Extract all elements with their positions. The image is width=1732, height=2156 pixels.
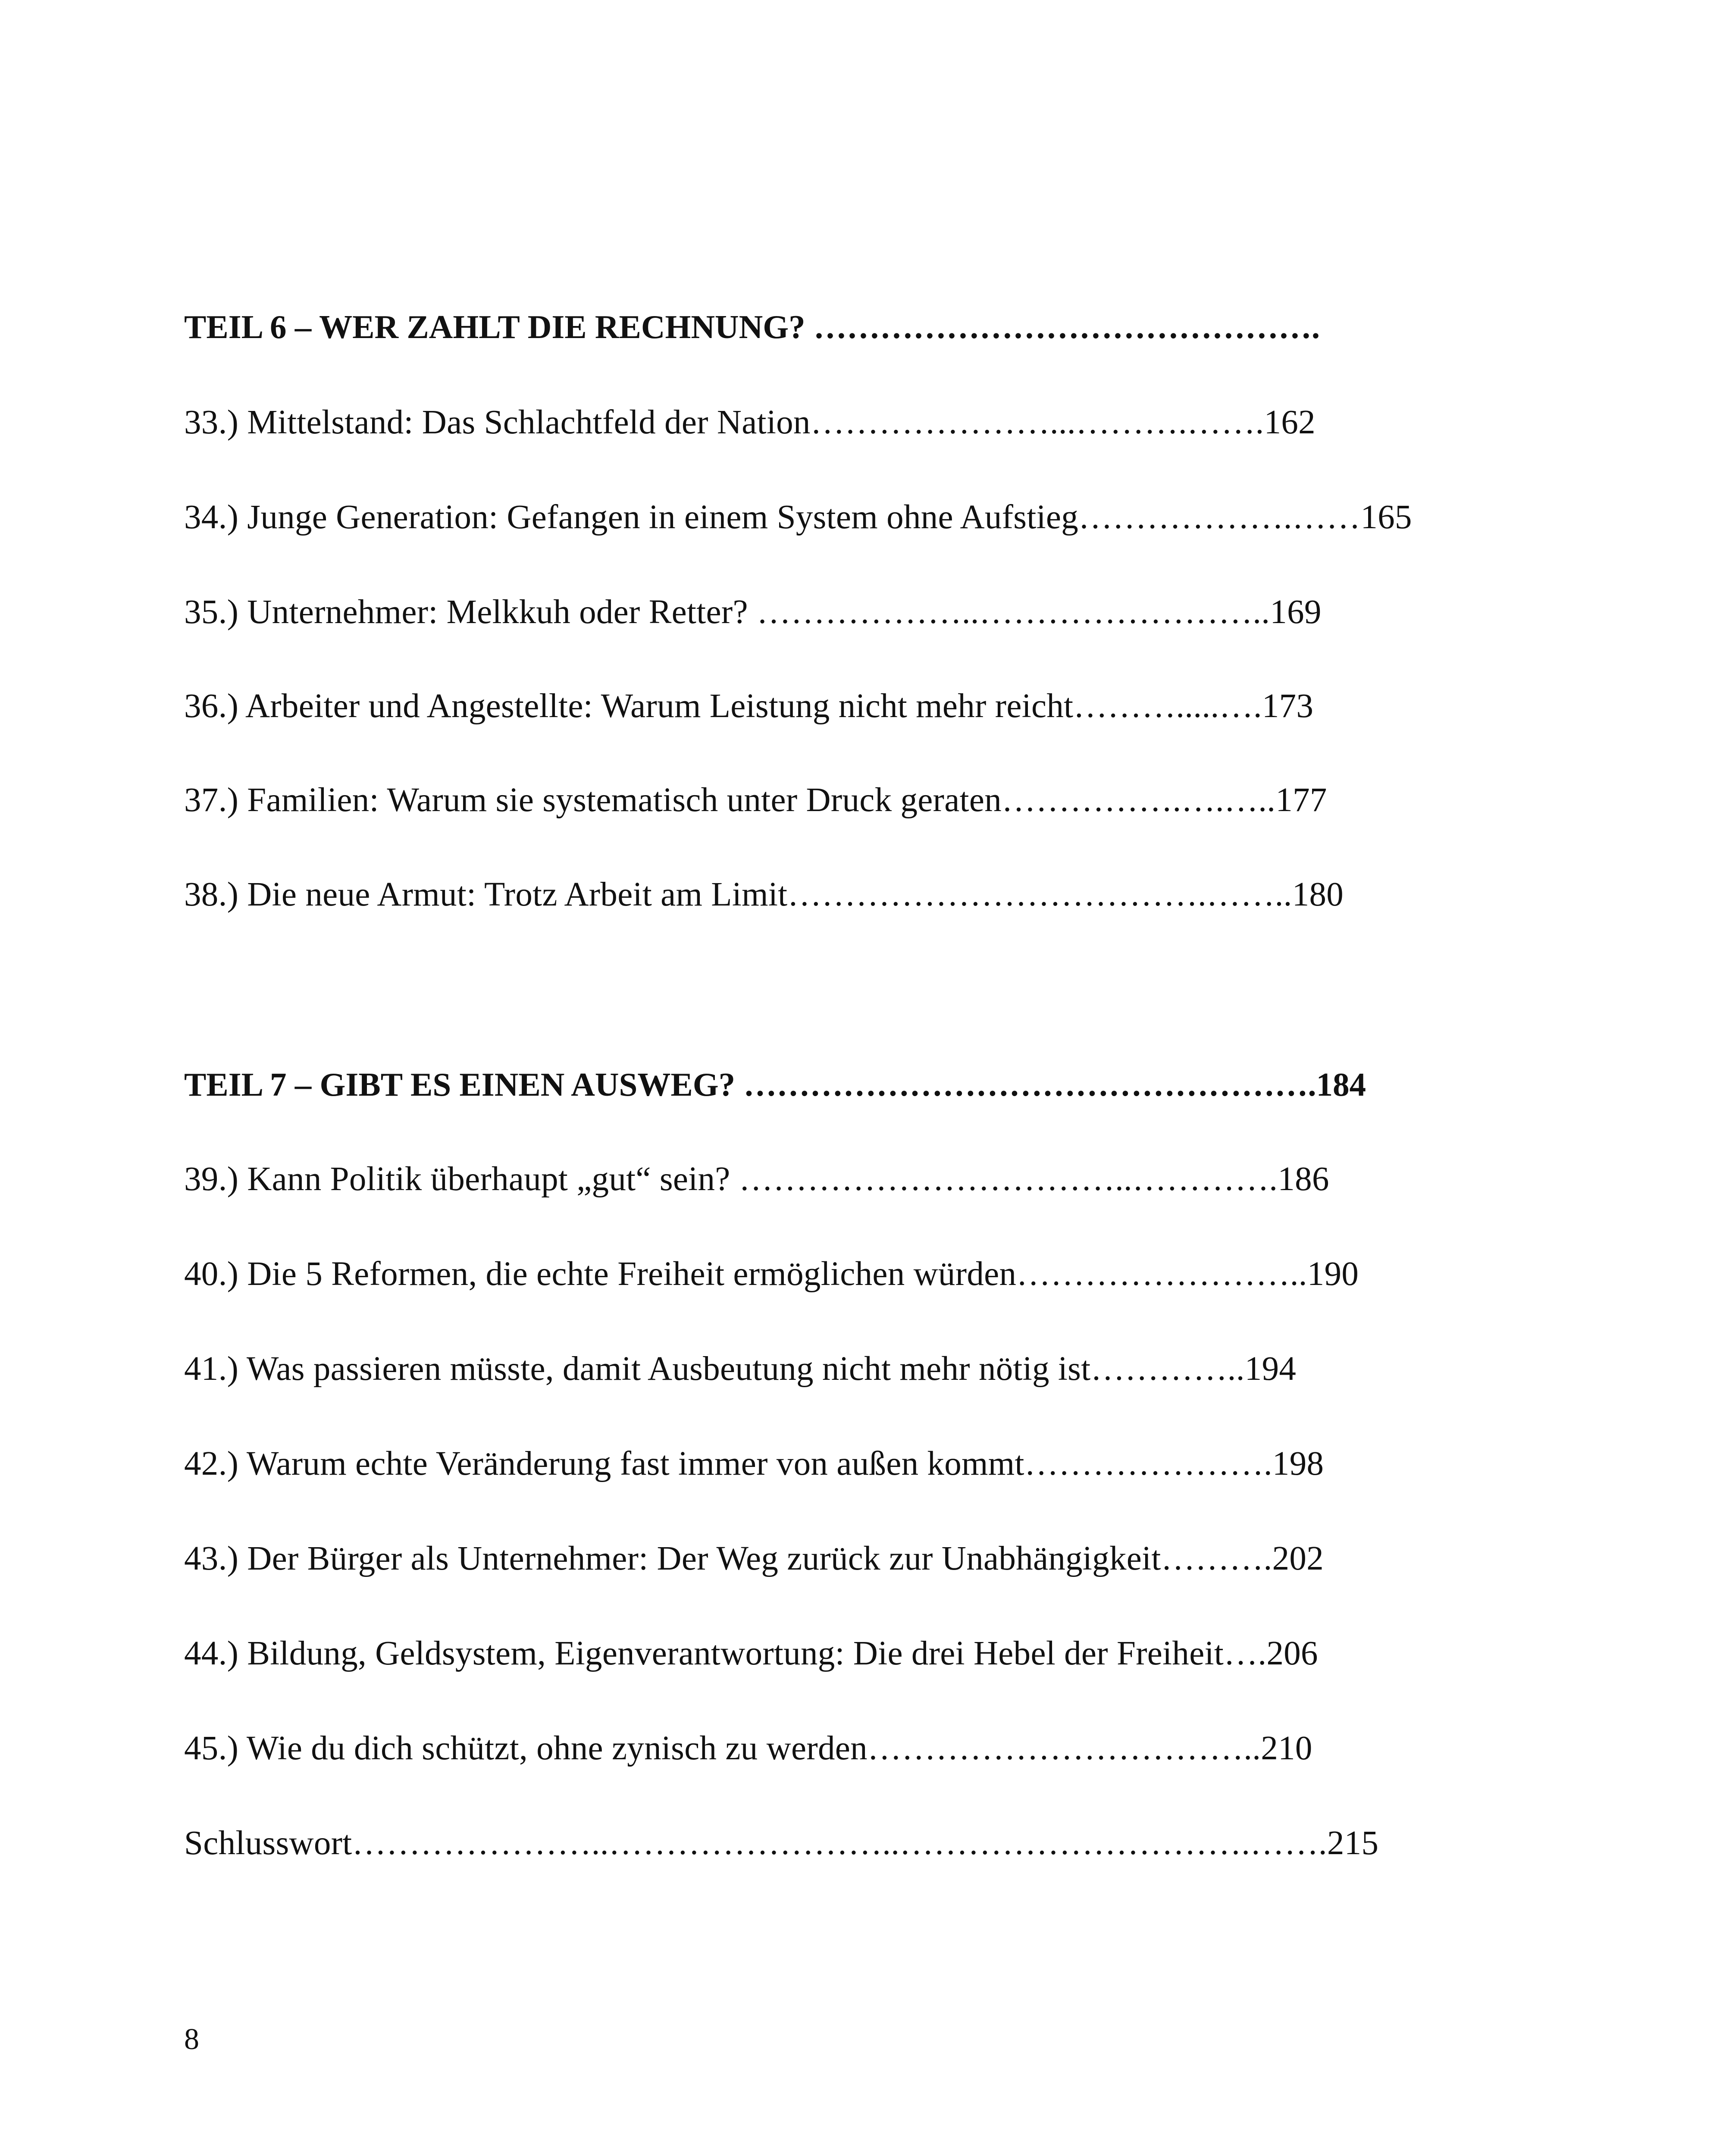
dot-leader: ……………………………..………….	[739, 1160, 1278, 1198]
dot-leader: …………..	[1090, 1350, 1245, 1388]
toc-entry	[184, 1348, 1296, 1391]
page-number: 8	[184, 2023, 199, 2056]
entry-page-number: 169	[1270, 593, 1322, 631]
entry-title: 40.) Die 5 Reformen, die echte Freiheit ermöglichen würden	[184, 1255, 1017, 1293]
entry-title: 37.) Familien: Warum sie systematisch unter Druck geraten	[184, 781, 1002, 819]
dot-leader: ………………..……………………..	[756, 593, 1270, 631]
dot-leader: ………………….	[1024, 1445, 1272, 1482]
entry-page-number: 206	[1266, 1635, 1318, 1672]
entry-title: 43.) Der Bürger als Unternehmer: Der Weg zurück zur Unabhängigkeit	[184, 1540, 1161, 1577]
entry-title: 35.) Unternehmer: Melkkuh oder Retter?	[184, 593, 757, 631]
entry-title: 45.) Wie du dich schützt, ohne zynisch zu werden	[184, 1730, 868, 1767]
dot-leader: ……….	[1161, 1540, 1272, 1577]
entry-page-number: 215	[1327, 1824, 1379, 1862]
entry-page-number: 165	[1360, 498, 1412, 536]
dot-leader: ….	[1224, 1635, 1267, 1672]
toc-entry	[184, 1727, 1312, 1770]
entry-title: 34.) Junge Generation: Gefangen in einem System ohne Aufstieg	[184, 498, 1078, 536]
entry-title: 44.) Bildung, Geldsystem, Eigenverantwortung: Die drei Hebel der Freiheit	[184, 1635, 1224, 1672]
toc-entry-schlusswort	[184, 1822, 1378, 1865]
section-heading-teil-7	[184, 1063, 1366, 1106]
entry-page-number: 180	[1292, 876, 1344, 913]
toc-entry	[184, 685, 1313, 728]
entry-page-number: 177	[1275, 781, 1327, 819]
dot-leader: ……………………..	[1016, 1255, 1307, 1293]
toc-entry	[184, 873, 1344, 916]
entry-page-number: 173	[1262, 687, 1314, 725]
heading-title: TEIL 6 – WER ZAHLT DIE RECHNUNG?	[184, 308, 814, 345]
entry-page-number: 162	[1264, 404, 1315, 441]
toc-entry	[184, 1442, 1324, 1485]
dot-leader: …………………………………………….	[743, 1066, 1316, 1103]
entry-page-number: 186	[1278, 1160, 1329, 1198]
entry-page-number: 202	[1272, 1540, 1324, 1577]
toc-entry	[184, 1158, 1329, 1201]
toc-entry	[184, 401, 1315, 444]
dot-leader: …………………...……….…….	[810, 404, 1264, 441]
entry-title: Schlusswort	[184, 1824, 352, 1862]
toc-entry	[184, 496, 1412, 539]
entry-title: 41.) Was passieren müsste, damit Ausbeutung nicht mehr nötig ist	[184, 1350, 1091, 1388]
entry-title: 36.) Arbeiter und Angestellte: Warum Leistung nicht mehr reicht	[184, 687, 1074, 725]
entry-title: 38.) Die neue Armut: Trotz Arbeit am Limit	[184, 876, 788, 913]
dot-leader: …………….….…..	[1002, 781, 1276, 819]
entry-title: 33.) Mittelstand: Das Schlachtfeld der Nation	[184, 404, 811, 441]
dot-leader: ……………………………………….	[813, 308, 1320, 345]
toc-entry	[184, 1253, 1359, 1296]
section-heading-teil-6	[184, 305, 1320, 348]
toc-entry	[184, 591, 1322, 634]
heading-title: TEIL 7 – GIBT ES EINEN AUSWEG?	[184, 1066, 744, 1103]
dot-leader: ……….....….	[1073, 687, 1262, 725]
entry-page-number: 190	[1307, 1255, 1359, 1293]
entry-page-number: 210	[1261, 1730, 1312, 1767]
dot-leader: ……………….……	[1078, 498, 1361, 536]
entry-title: 39.) Kann Politik überhaupt „gut“ sein?	[184, 1160, 739, 1198]
dot-leader: …………………..……………………..………………………….…….	[352, 1824, 1327, 1862]
toc-entry	[184, 1632, 1318, 1675]
heading-page-number: 184	[1316, 1066, 1366, 1103]
entry-title: 42.) Warum echte Veränderung fast immer von außen kommt	[184, 1445, 1024, 1482]
toc-entry	[184, 1537, 1324, 1580]
entry-page-number: 194	[1244, 1350, 1297, 1388]
entry-page-number: 198	[1272, 1445, 1324, 1482]
toc-entry	[184, 779, 1327, 822]
dot-leader: ……………………………….……..	[787, 876, 1292, 913]
dot-leader: ……………………………..	[867, 1730, 1261, 1767]
